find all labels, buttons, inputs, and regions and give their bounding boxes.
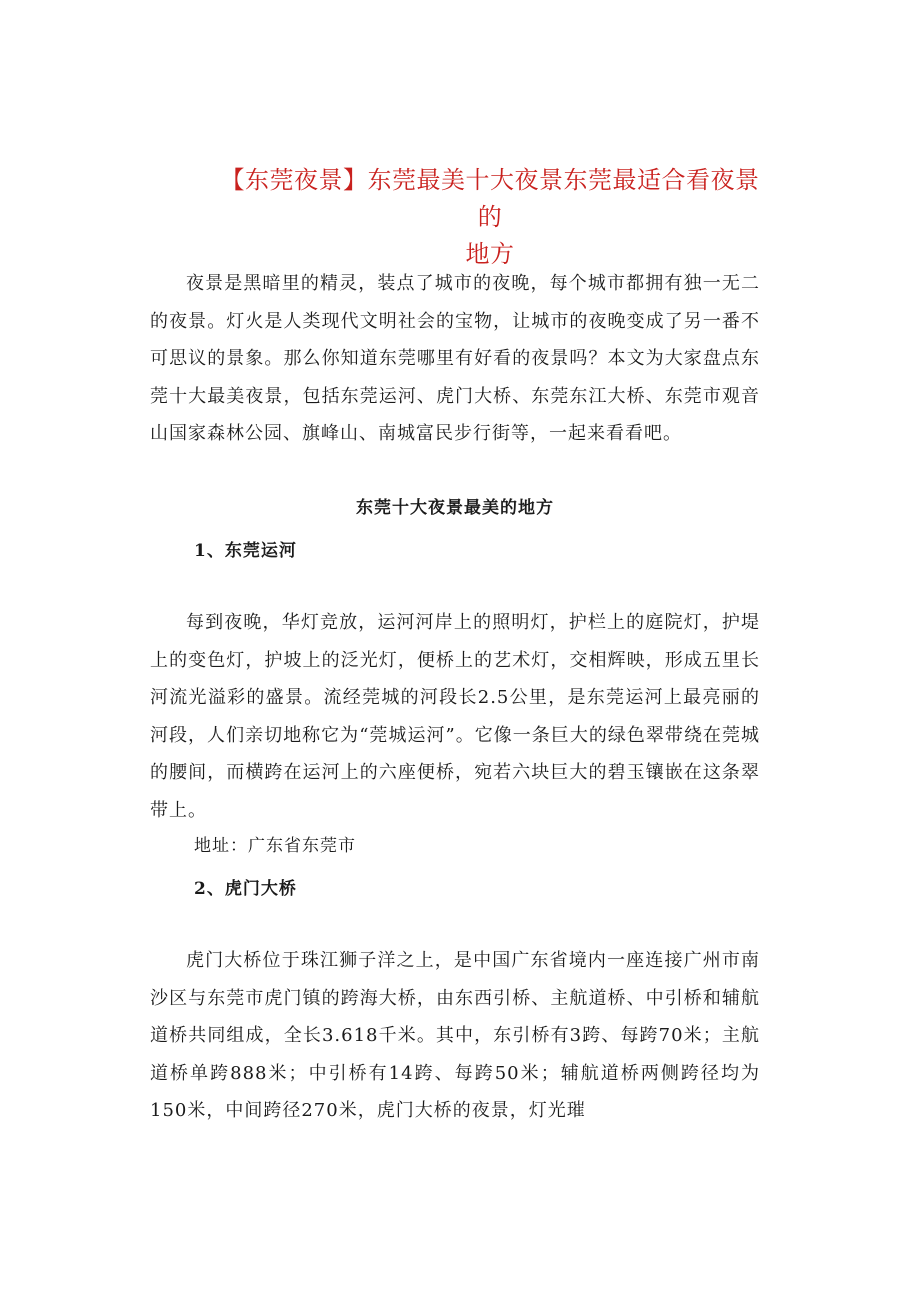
section-heading-humen-bridge: 2、虎门大桥 bbox=[194, 879, 297, 899]
address-line-yunhe: 地址：广东省东莞市 bbox=[194, 836, 356, 856]
section-1-heading-block bbox=[150, 534, 760, 568]
section-paragraph-yunhe: 每到夜晚，华灯竞放，运河河岸上的照明灯，护栏上的庭院灯，护堤上的变色灯，护坡上的泛光灯，便桥上的艺术灯，交相辉映，形成五里长河流光溢彩的盛景。流经莞城的河段长2.5公里，是东莞运河上最亮丽的河段，人们亲切地称它为“莞城运河”。它像一条巨大的绿色翠带绕在莞城的腰间，而横跨在运河上的六座便桥，宛若六块巨大的碧玉镶嵌在这条翠带上。 bbox=[150, 612, 760, 821]
section-2-heading-block bbox=[150, 872, 760, 906]
section-1-body-block bbox=[150, 604, 760, 830]
intro-block bbox=[150, 265, 760, 453]
document-title-line-2: 地方 bbox=[465, 240, 515, 268]
section-1-address-block bbox=[150, 829, 760, 863]
document-title bbox=[210, 162, 770, 273]
section-2-body-block bbox=[150, 942, 760, 1130]
intro-paragraph: 夜景是黑暗里的精灵，装点了城市的夜晚，每个城市都拥有独一无二的夜景。灯火是人类现代文明社会的宝物，让城市的夜晚变成了另一番不可思议的景象。那么你知道东莞哪里有好看的夜景吗？本文为大家盘点东莞十大最美夜景，包括东莞运河、虎门大桥、东莞东江大桥、东莞市观音山国家森林公园、旗峰山、南城富民步行街等，一起来看看吧。 bbox=[150, 273, 760, 445]
section-paragraph-humen-bridge: 虎门大桥位于珠江狮子洋之上，是中国广东省境内一座连接广州市南沙区与东莞市虎门镇的跨海大桥，由东西引桥、主航道桥、中引桥和辅航道桥共同组成，全长3.618千米。其中，东引桥有3跨、每跨70米；主航道桥单跨888米；中引桥有14跨、每跨50米；辅航道桥两侧跨径均为150米，中间跨径270米，虎门大桥的夜景，灯光璀 bbox=[150, 950, 760, 1122]
document-title-line-1: 【东莞夜景】东莞最美十大夜景东莞最适合看夜景的 bbox=[220, 166, 760, 231]
section-heading-yunhe: 1、东莞运河 bbox=[194, 541, 297, 561]
subtitle-block bbox=[150, 491, 760, 525]
subtitle-heading: 东莞十大夜景最美的地方 bbox=[356, 498, 554, 518]
